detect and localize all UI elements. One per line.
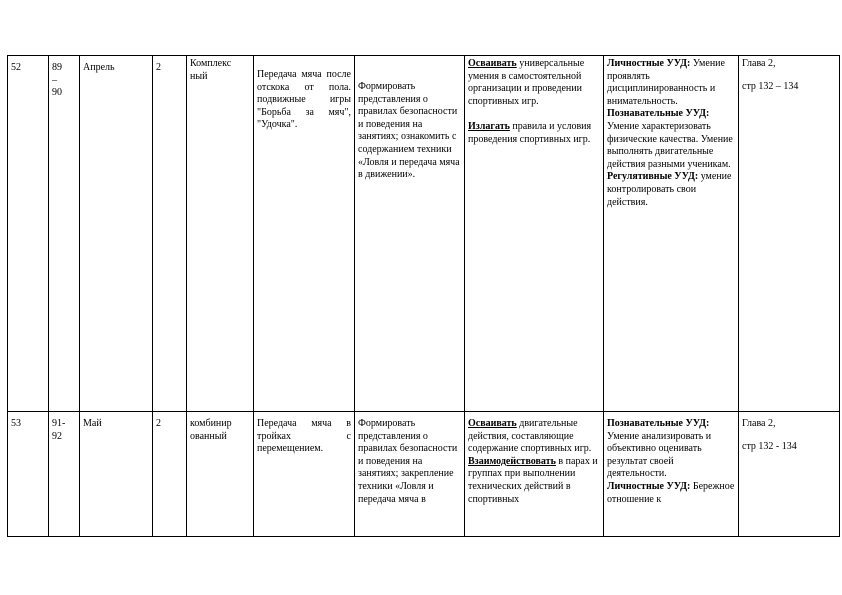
table-row [8, 412, 840, 537]
student-activity [465, 412, 604, 537]
uud-skills [604, 412, 739, 537]
hours-count: 2 [153, 56, 187, 412]
lesson-type: Комплекс ный [187, 56, 254, 412]
lesson-type: комбинир ованный [187, 412, 254, 537]
month: Май [80, 412, 153, 537]
lesson-goals: Формировать представления о правилах безопасности и поведения на занятиях; закрепление техники «Ловля и передача мяча в [355, 412, 465, 537]
activity-item: Осваивать двигательные действия, составляющие содержание спортивных игр. [468, 418, 592, 455]
lesson-topic: Передача мяча в тройках с перемещением. [254, 412, 355, 537]
uud-item: Познавательные УУД: Умение анализировать и объективно оценивать результат своей деятельности. [607, 418, 712, 480]
hours-range: 91- 92 [49, 412, 80, 537]
table-row [8, 56, 840, 412]
hours-range: 89 – 90 [49, 56, 80, 412]
textbook-reference: Глава 2, стр 132 – 134 [739, 56, 840, 412]
hours-count: 2 [153, 412, 187, 537]
lesson-number: 52 [8, 56, 49, 412]
lesson-number: 53 [8, 412, 49, 537]
lesson-topic: Передача мяча после отскока от пола. подвижные игры "Борьба за мяч", "Удочка". [254, 56, 355, 412]
month: Апрель [80, 56, 153, 412]
activity-item: Излагать правила и условия проведения спортивных игр. [468, 121, 592, 145]
uud-item: Личностные УУД: Бережное отношение к [607, 480, 735, 505]
activity-item: Взаимодействовать в парах и группах при выполнении технических действий в спортивных [468, 455, 598, 505]
lesson-plan-table [7, 55, 840, 537]
textbook-reference: Глава 2, стр 132 - 134 [739, 412, 840, 537]
uud-item: Личностные УУД: Умение проявлять дисциплинированность и внимательность. [607, 58, 725, 107]
student-activity [465, 56, 604, 412]
uud-item: Регулятивные УУД: умение контролировать свои действия. [607, 171, 732, 208]
lesson-goals: Формировать представления о правилах безопасности и поведения на занятиях; ознакомить с содержанием техники «Ловля и передача мяча в движении». [355, 56, 465, 412]
activity-item: Осваивать универсальные умения в самостоятельной организации и проведении спортивных игр. [468, 58, 585, 107]
uud-item: Познавательные УУД: Умение характеризовать физические качества. Умение выполнять двигательные действия разными ученикам. [607, 108, 733, 170]
uud-skills [604, 56, 739, 412]
